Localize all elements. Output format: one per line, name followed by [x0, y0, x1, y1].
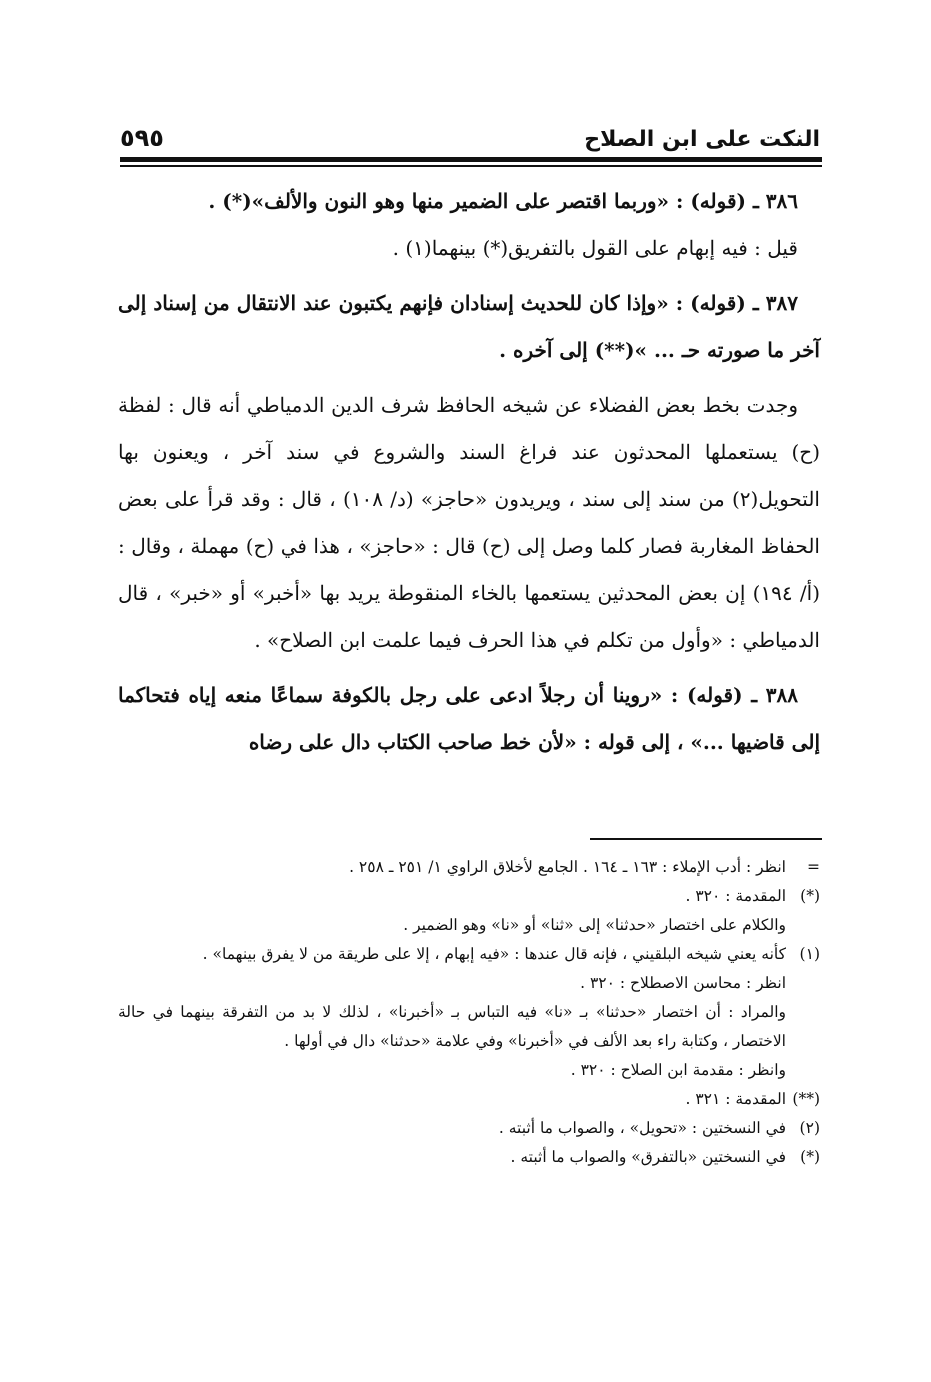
- footnote-text: المقدمة : ٣٢١ .: [685, 1090, 786, 1108]
- page-header: [120, 112, 820, 152]
- footnote-text: في النسختين : «تحويل» ، والصواب ما أثبته .: [498, 1119, 786, 1137]
- entry-387-comment: وجدت بخط بعض الفضلاء عن شيخه الحافظ شرف الدين الدمياطي أنه قال : لفظة (ح) يستعملها المحدثون عند فراغ السند والشروع في سند آخر ، ويعنون بها التحويل(٢) من سند إلى سند ، ويريدون «حاجز» (د/ ١٠٨) ، قال : وقد قرأ على بعض الحفاظ المغاربة فصار كلما وصل إلى (ح) قال : «حاجز» ، هذا في (ح) مهملة ، وقال : (أ/ ١٩٤) إن بعض المحدثين يستعمها بالخاء المنقوطة يريد بها «أخبر» أو «خبر» ، قال الدمياطي : «وأول من تكلم في هذا الحرف فيما علمت ابن الصلاح» .: [118, 393, 820, 652]
- main-text: [118, 178, 820, 766]
- footnote: [118, 1085, 820, 1114]
- entry-388: ٣٨٨ ـ (قوله) : «روينا أن رجلاً ادعى على رجل بالكوفة سماعًا منعه إياه فتحاكما إلى قاضيها ...» ، إلى قوله : «لأن خط صاحب الكتاب دال على رضاه: [118, 683, 820, 754]
- footnotes: [118, 853, 820, 1172]
- footnote-text: المقدمة : ٣٢٠ .: [685, 887, 786, 905]
- footnote-mark: (١): [799, 945, 820, 963]
- running-title: النكت على ابن الصلاح: [584, 127, 820, 152]
- footnote: [118, 853, 820, 882]
- footnote: [118, 1143, 820, 1172]
- footnote-mark: (*): [800, 887, 820, 905]
- footnote: [118, 940, 820, 969]
- header-rule-thick: [120, 157, 822, 162]
- footnote-text: في النسختين «بالتفرق» والصواب ما أثبته .: [510, 1148, 786, 1166]
- footnote-text: والكلام على اختصار «حدثنا» إلى «ثنا» أو «نا» وهو الضمير .: [403, 916, 786, 934]
- page-number: ٥٩٥: [120, 124, 164, 152]
- footnote-text: كأنه يعني شيخه البلقيني ، فإنه قال عندها : «فيه إبهام ، إلا على طريقة من لا يفرق بينهما» .: [202, 945, 786, 963]
- footnote: [118, 1114, 820, 1143]
- footnote-separator: [590, 838, 822, 840]
- entry-386-comment: قيل : فيه إبهام على القول بالتفريق(*) بينهما(١) .: [392, 236, 798, 260]
- footnote-mark: =: [807, 858, 820, 876]
- footnote-text: انظر : محاسن الاصطلاح : ٣٢٠ .: [580, 974, 786, 992]
- footnote: [118, 882, 820, 911]
- footnote-mark: (٢): [799, 1119, 820, 1137]
- footnote-mark: (**): [792, 1090, 820, 1108]
- entry-387: ٣٨٧ ـ (قوله) : «وإذا كان للحديث إسنادان فإنهم يكتبون عند الانتقال من إسناد إلى آخر ما صورته حـ ... »(**) إلى آخره .: [118, 291, 820, 362]
- footnote-text: وانظر : مقدمة ابن الصلاح : ٣٢٠ .: [570, 1061, 786, 1079]
- footnote-text: انظر : أدب الإملاء : ١٦٣ ـ ١٦٤ . الجامع لأخلاق الراوي ١/ ٢٥١ ـ ٢٥٨ .: [349, 858, 786, 876]
- header-rule-thin: [120, 165, 822, 167]
- entry-386: ٣٨٦ ـ (قوله) : «وربما اقتصر على الضمير منها وهو النون والألف»(*) .: [208, 189, 798, 213]
- footnote-mark: (*): [800, 1148, 820, 1166]
- footnote-text: والمراد : أن اختصار «حدثنا» بـ «نا» فيه التباس بـ «أخبرنا» ، لذلك لا بد من التفرقة بينهما في حالة الاختصار ، وكتابة راء بعد الألف في «أخبرنا» وفي علامة «حدثنا» دال في أولها .: [118, 1003, 786, 1050]
